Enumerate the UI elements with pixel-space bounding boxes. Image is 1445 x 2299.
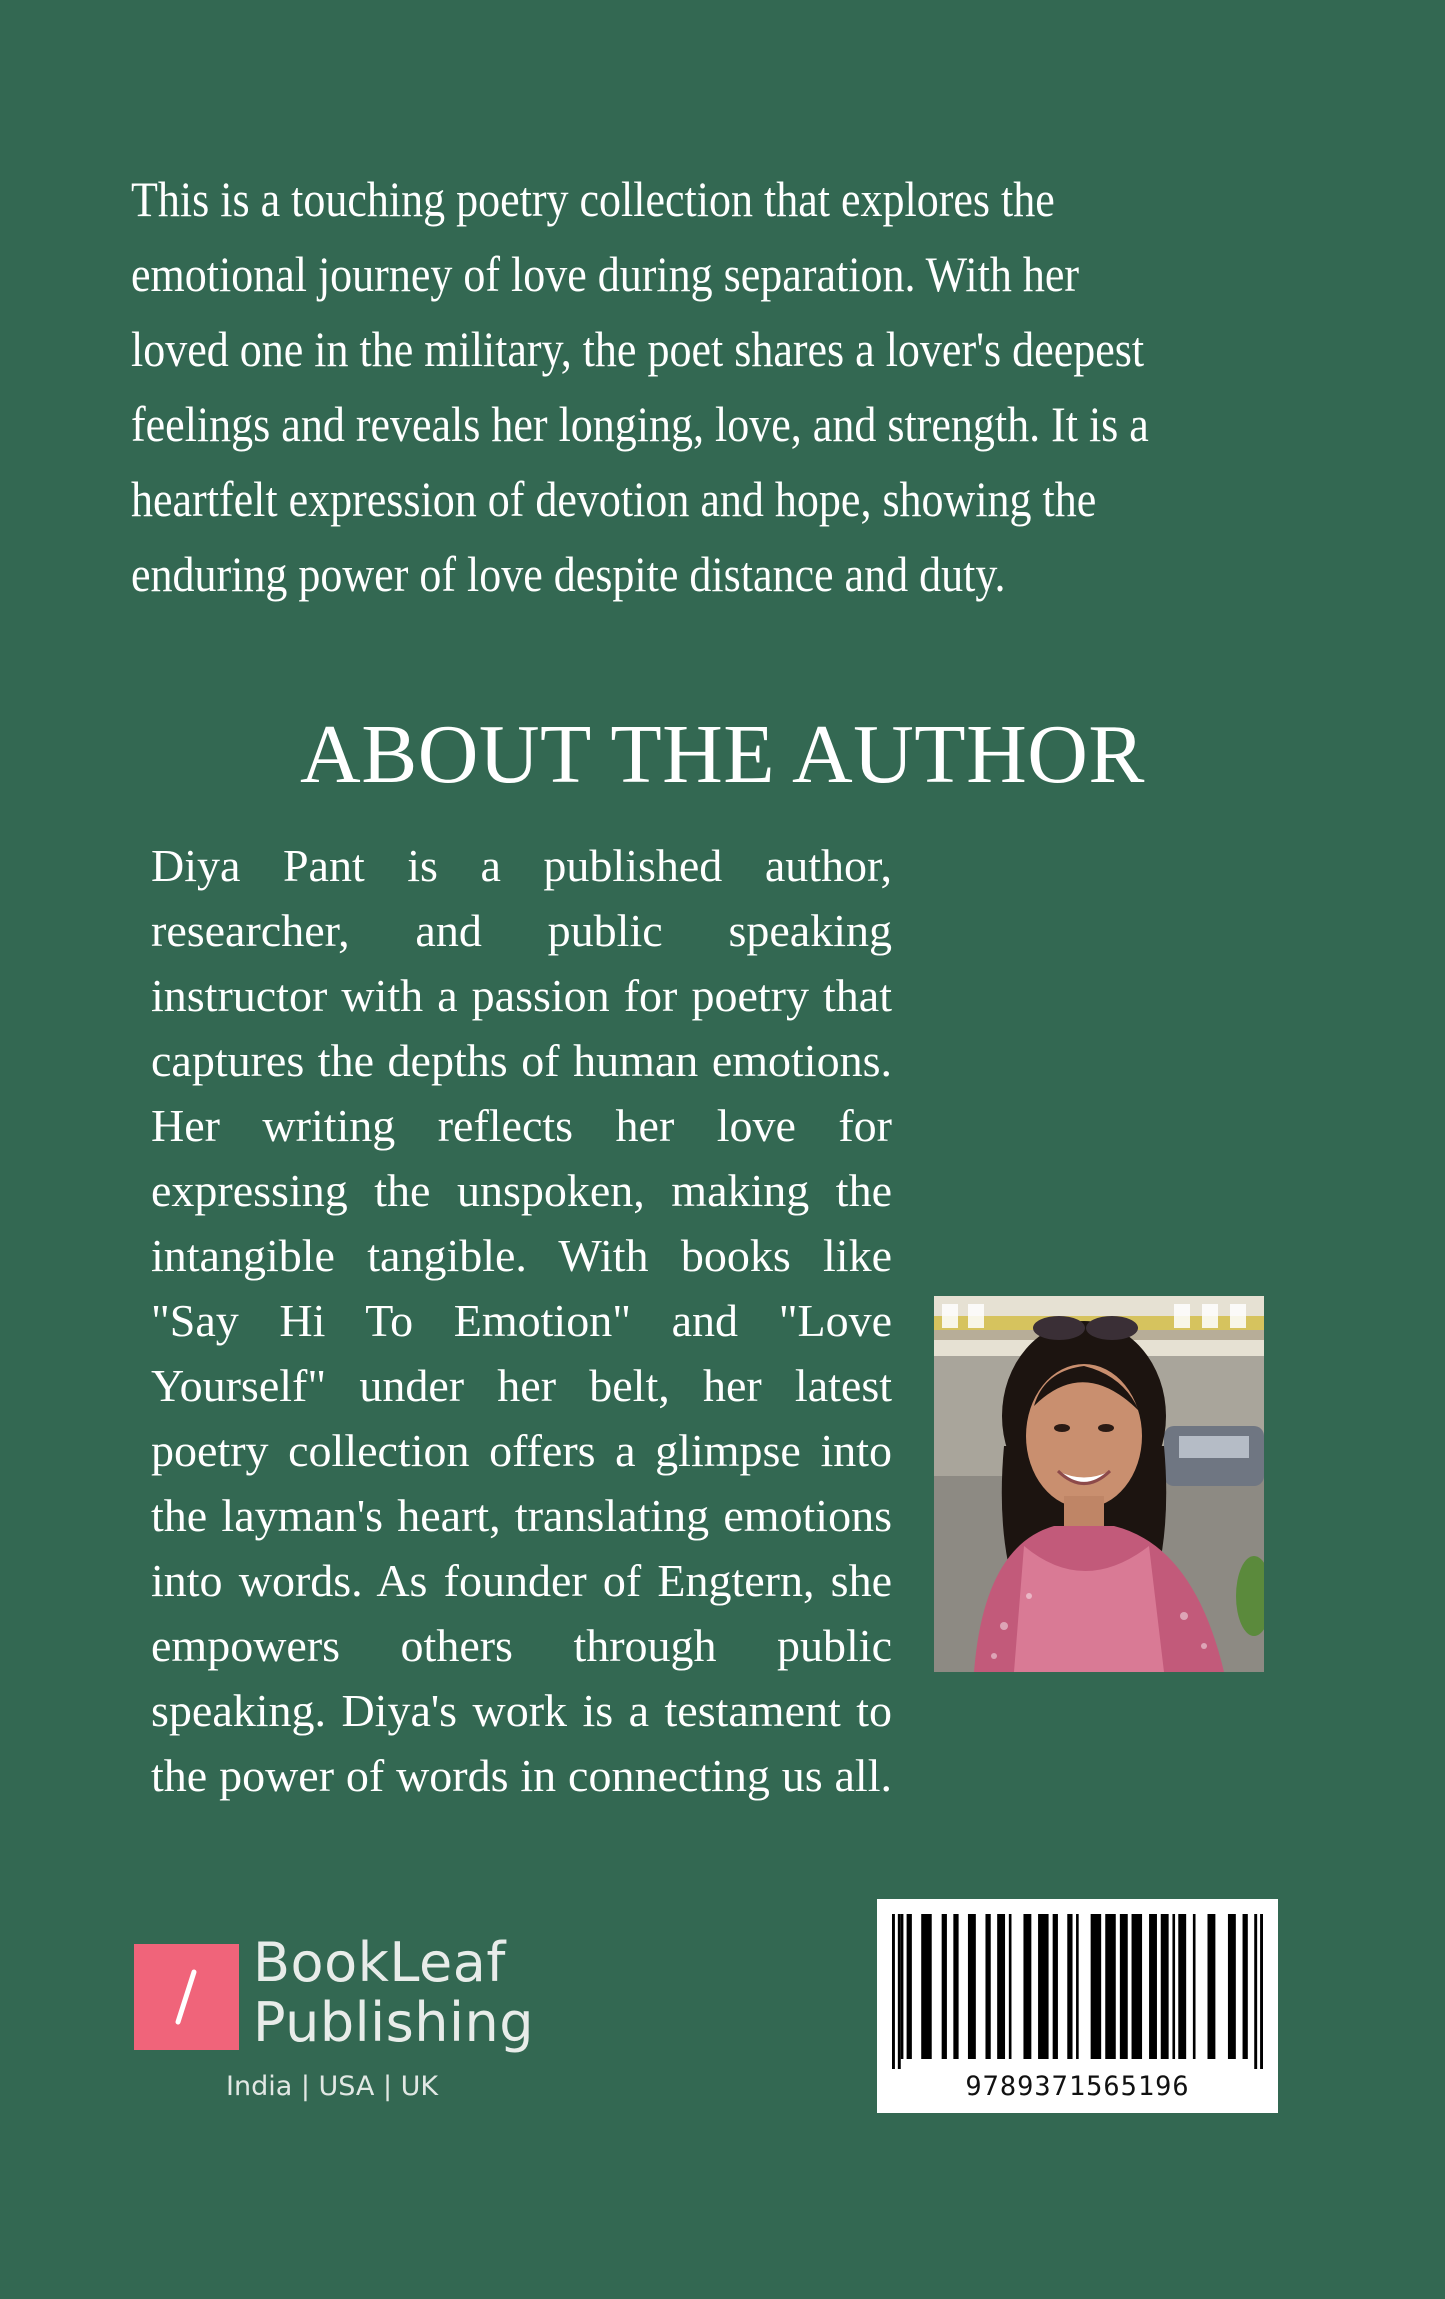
author-photo: [934, 1296, 1264, 1672]
barcode-bar: [1091, 1914, 1102, 2059]
barcode-bar: [1132, 1914, 1143, 2059]
barcode-bar: [921, 1914, 932, 2059]
publisher-logo-mark: [134, 1944, 239, 2050]
barcode-bar: [1172, 1914, 1175, 2059]
publisher-name-line1: BookLeaf: [253, 1931, 506, 1994]
barcode-bar: [1009, 1914, 1012, 2059]
publisher-name: [253, 1933, 534, 2053]
barcode-bar: [1260, 1914, 1263, 2069]
barcode-bar: [901, 1914, 904, 2059]
barcode-bar: [1178, 1914, 1186, 2059]
author-bio: Diya Pant is a published author, researcher, and public speaking instructor with a passion for poetry that captures the depths of human emotions. Her writing reflects her love for expressing the unspoken, making the intangible tangible. With books like "Say Hi To Emotion" and "Love Yourself" under her belt, her latest poetry collection offers a glimpse into the layman's heart, translating emotions into words. As founder of Engtern, she empowers others through public speaking. Diya's work is a testament to the power of words in connecting us all.: [151, 840, 892, 1801]
barcode-bar: [1228, 1914, 1236, 2059]
barcode-bar: [1193, 1914, 1196, 2059]
publisher-locations: India | USA | UK: [226, 2071, 439, 2102]
barcode-bar: [985, 1914, 990, 2059]
barcode-bar: [1207, 1914, 1215, 2059]
barcode-bar: [942, 1914, 947, 2059]
barcode-bar: [898, 1914, 901, 2069]
barcode-bar: [1076, 1914, 1079, 2059]
barcode-bar: [1161, 1914, 1169, 2059]
barcode-bar: [997, 1914, 1005, 2059]
barcode-bar: [1120, 1914, 1128, 2059]
barcode-bar: [1105, 1914, 1116, 2059]
slash-icon: [134, 1944, 239, 2050]
isbn-number: 9789371565196: [965, 2071, 1190, 2102]
barcode-bar: [907, 1914, 912, 2059]
barcode-bar: [1053, 1914, 1058, 2059]
barcode-bar: [968, 1914, 976, 2059]
publisher-name-line2: Publishing: [253, 1991, 534, 2054]
barcode-bar: [953, 1914, 958, 2059]
barcode-bar: [1243, 1914, 1248, 2059]
about-author-heading: ABOUT THE AUTHOR: [300, 708, 1145, 801]
barcode-bar: [1254, 1914, 1257, 2069]
barcode-bar: [1038, 1914, 1049, 2059]
barcode-icon: [892, 1914, 1263, 2069]
book-blurb: This is a touching poetry collection that explores the emotional journey of love during separation. With her loved one in the military, the poet shares a lover's deepest feelings and reveals her longing, love, and strength. It is a heartfelt expression of devotion and hope, showing the enduring power of love despite distance and duty.: [131, 171, 1149, 602]
barcode-bar: [1149, 1914, 1157, 2059]
barcode-bar: [1067, 1914, 1072, 2059]
author-portrait-icon: [934, 1296, 1264, 1672]
barcode-bar: [892, 1914, 895, 2069]
barcode-bar: [1023, 1914, 1031, 2059]
isbn-barcode: [877, 1899, 1278, 2113]
